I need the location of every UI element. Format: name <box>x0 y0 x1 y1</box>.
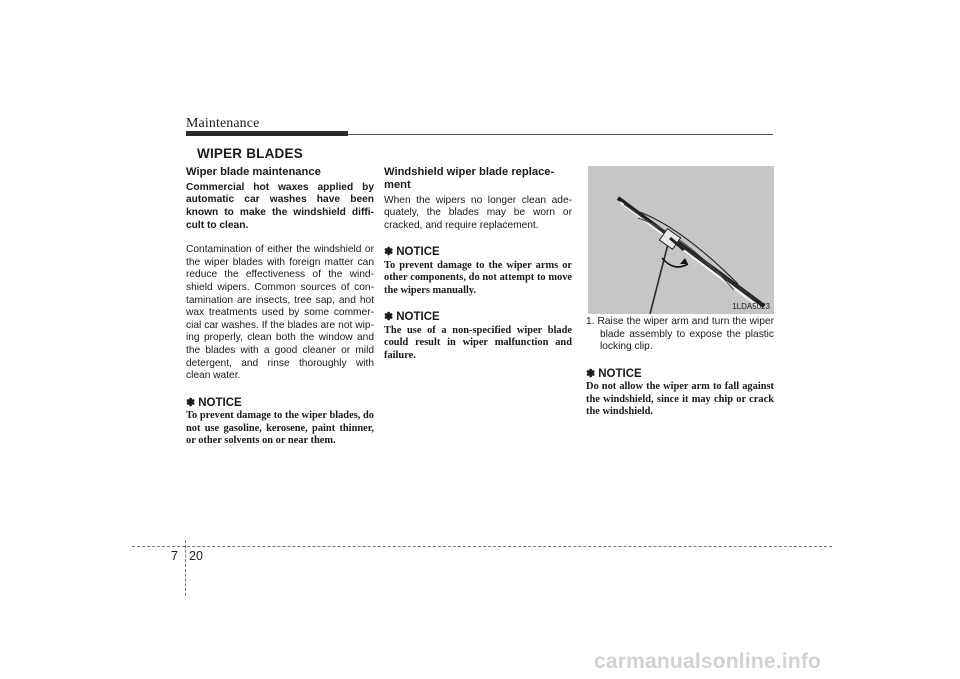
body-paragraph: When the wipers no longer clean ade-quately, the blades may be worn or cracked, and require replacement. <box>384 194 572 231</box>
notice-heading <box>586 368 774 381</box>
notice-icon: ✽ <box>384 311 394 324</box>
notice-label: NOTICE <box>396 311 440 324</box>
header-rule <box>348 134 773 135</box>
notice-label: NOTICE <box>198 396 242 409</box>
section-title: WIPER BLADES <box>197 146 303 161</box>
chapter-number: 7 <box>171 549 178 563</box>
footer-divider <box>185 540 186 596</box>
subheading-wiper-blade-maintenance: Wiper blade maintenance <box>186 166 321 178</box>
notice-icon: ✽ <box>586 367 596 380</box>
wiper-blade-illustration <box>588 166 774 314</box>
notice-text: Do not allow the wiper arm to fall against the windshield, since it may chip or crack the windshield. <box>586 381 774 418</box>
column-2 <box>384 166 572 362</box>
notice-text: To prevent damage to the wiper arms or other components, do not attempt to move the wipers manually. <box>384 259 572 296</box>
notice-heading <box>186 397 374 410</box>
watermark: carmanualsonline.info <box>594 650 822 673</box>
running-header: Maintenance <box>186 116 260 131</box>
notice-heading <box>384 311 572 324</box>
notice-text: The use of a non-specified wiper blade could result in wiper malfunction and failure. <box>384 324 572 361</box>
notice-icon: ✽ <box>186 396 196 409</box>
notice-label: NOTICE <box>598 367 642 380</box>
header-bar <box>186 131 348 136</box>
subheading-blade-replacement: Windshield wiper blade replace-ment <box>384 166 555 191</box>
notice-label: NOTICE <box>396 246 440 259</box>
intro-paragraph: Commercial hot waxes applied by automatic car washes have been known to make the windshield diffi-cult to clean. <box>186 181 374 231</box>
notice-text: To prevent damage to the wiper blades, do not use gasoline, kerosene, paint thinner, or other solvents on or near them. <box>186 410 374 447</box>
notice-heading <box>384 246 572 259</box>
step-1: 1. Raise the wiper arm and turn the wiper blade assembly to expose the plastic locking clip. <box>586 316 774 353</box>
notice-icon: ✽ <box>384 246 394 259</box>
wiper-figure <box>588 166 774 314</box>
footer-rule <box>132 546 832 547</box>
body-paragraph: Contamination of either the windshield or the wiper blades with foreign matter can reduce the effectiveness of the wind-shield wipers. Common sources of con-tamination are insects, tree sap, and hot wax treatments used by some commer-cial car washes. If the blades are not wip-ing properly, clean both the window and the blades with a good cleaner or mild detergent, and rinse thoroughly with clean water. <box>186 244 374 382</box>
column-1 <box>186 166 374 448</box>
column-3 <box>586 316 774 419</box>
page-number: 20 <box>189 549 203 563</box>
figure-code: 1LDA5023 <box>732 302 770 311</box>
